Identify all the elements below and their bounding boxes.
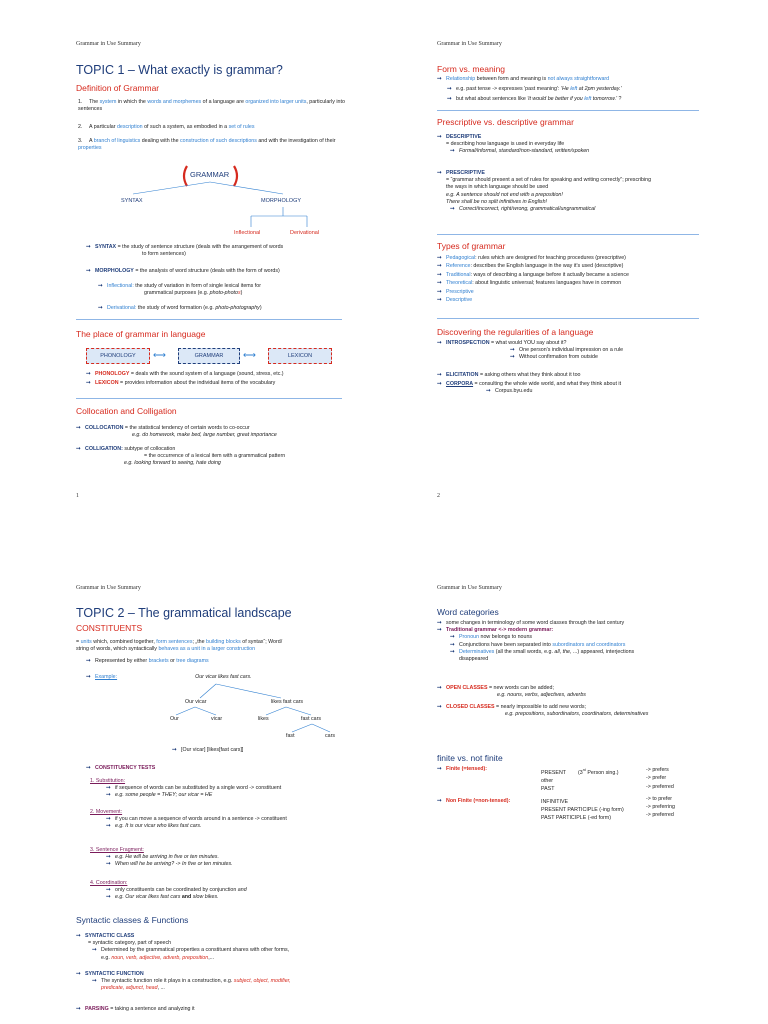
- double-arrow-icon: ⟷: [243, 350, 256, 360]
- list-item: ➞ Traditional: ways of describing a language before it actually became a science: [437, 271, 629, 278]
- tree-node: fast cars: [301, 716, 322, 722]
- prescriptive-descriptive-heading: Prescriptive vs. descriptive grammar: [437, 117, 574, 127]
- closed-classes-block: ➞ CLOSED CLASSES = nearly impossible to add new words; e.g. prepositions, subordinators, coordinators, determinatives: [437, 704, 649, 718]
- tree-node: cars: [325, 733, 336, 739]
- word-categories-block: ➞ some changes in terminology of some word classes through the last century ➞ Traditional grammar <-> modern grammar: ➞ Pronoun now belongs to nouns ➞ Conjunctions have been separated into subordinators and coordinators ➞ Determinatives (all the small words, e.g. all, the, ...) appeared, interjections disappeared: [437, 620, 635, 663]
- descriptive-block: ➞ DESCRIPTIVE = describing how language is used in everyday life ➞ Formal/informal, standard/non-standard, written/spoken: [437, 134, 590, 155]
- constituents-heading: CONSTITUENTS: [76, 623, 143, 633]
- arrow-icon: ➞: [437, 372, 442, 378]
- arrow-icon: ➞: [437, 704, 442, 710]
- parsing-line: ➞ PARSING = taking a sentence and analyzing it: [76, 1006, 195, 1012]
- arrow-icon: ➞: [76, 933, 81, 939]
- bracket-notation: ➞ [Our vicar] [likes[fast cars]]: [172, 747, 244, 753]
- result-column: -> prefers -> prefer -> preferred -> to prefer -> preferring -> preferred: [646, 767, 675, 819]
- types-of-grammar-heading: Types of grammar: [437, 241, 506, 251]
- diagram-syntax: SYNTAX: [121, 198, 143, 204]
- test-sentence-fragment: 3. Sentence Fragment: ➞ e.g. He will be arriving in five or ten minutes. ➞ When will he be arriving? -> In five or ten minutes.: [90, 847, 233, 868]
- arrow-icon: ➞: [437, 288, 442, 295]
- arrow-icon: ➞: [450, 648, 455, 655]
- arrow-icon: ➞: [437, 798, 442, 804]
- arrow-icon: ➞: [510, 354, 515, 361]
- represented-line: ➞ Represented by either brackets or tree diagrams: [86, 658, 209, 664]
- form-meaning-line-2: ➞ e.g. past tense -> expresses 'past meaning': 'He left at 2pm yesterday.': [447, 86, 622, 92]
- arrow-icon: ➞: [98, 283, 103, 289]
- arrow-icon: ➞: [450, 206, 455, 213]
- arrow-icon: ➞: [437, 170, 442, 176]
- arrow-icon: ➞: [106, 887, 111, 894]
- test-coordination: 4. Coordination: ➞ only constituents can be coordinated by conjunction and ➞ e.g. Our vicar likes fast cars and slow bikes.: [90, 880, 247, 901]
- elicitation-line: ➞ ELICITATION = asking others what they think about it too: [437, 372, 581, 378]
- arrow-icon: ➞: [76, 971, 81, 977]
- arrow-icon: ➞: [86, 371, 91, 377]
- definition-heading: Definition of Grammar: [76, 83, 160, 93]
- lexicon-box: LEXICON: [268, 348, 332, 364]
- lexicon-definition: ➞ LEXICON = provides information about the individual items of the vocabulary: [86, 380, 276, 386]
- definition-item-2: 2. A particular description of such a system, as embodied in a set of rules: [78, 124, 255, 130]
- arrow-icon: ➞: [106, 861, 111, 868]
- arrow-icon: ➞: [86, 380, 91, 386]
- list-item: ➞ Descriptive: [437, 297, 473, 304]
- form-column: PRESENT (3rd Person sing.) other PAST INFINITIVE PRESENT PARTICIPLE (-ing form) PAST PARTICIPLE (-ed form): [541, 768, 624, 822]
- arrow-icon: ➞: [450, 634, 455, 641]
- introspection-block: ➞ INTROSPECTION = what would YOU say about it? ➞ One person's individual impression on a rule ➞ Without confirmation from outside: [437, 340, 624, 361]
- word-categories-heading: Word categories: [437, 607, 499, 617]
- open-classes-block: ➞ OPEN CLASSES = new words can be added; e.g. nouns, verbs, adjectives, adverbs: [437, 685, 586, 699]
- slide-page-4: [384, 512, 768, 1024]
- arrow-icon: ➞: [86, 268, 91, 274]
- arrow-icon: ➞: [106, 854, 111, 861]
- arrow-icon: ➞: [437, 685, 442, 691]
- arrow-icon: ➞: [106, 792, 111, 799]
- page-number: 1: [76, 493, 79, 499]
- arrow-icon: ➞: [437, 280, 442, 287]
- divider: [76, 319, 342, 320]
- nonfinite-label: ➞ Non Finite (=non-tensed):: [437, 798, 511, 804]
- arrow-icon: ➞: [437, 627, 442, 634]
- discovering-heading: Discovering the regularities of a language: [437, 327, 594, 337]
- arrow-icon: ➞: [450, 641, 455, 648]
- arrow-icon: ➞: [76, 446, 81, 452]
- finite-label: ➞ Finite (=tensed):: [437, 766, 488, 772]
- arrow-icon: ➞: [437, 620, 442, 626]
- colligation-definition: ➞ COLLIGATION: subtype of collocation = the occurrence of a lexical item with a grammatical pattern e.g. looking forward to seeing, hate doing: [76, 446, 286, 467]
- double-arrow-icon: ⟷: [153, 350, 166, 360]
- example-line: ➞ Example: Our vicar likes fast cars.: [86, 674, 252, 680]
- arrow-icon: ➞: [86, 765, 91, 771]
- slide-page-3: [0, 512, 384, 1024]
- phonology-box: PHONOLOGY: [86, 348, 150, 364]
- form-meaning-heading: Form vs. meaning: [437, 64, 506, 74]
- prescriptive-block: ➞ PRESCRIPTIVE = “grammar should present a set of rules for speaking and writing correctly”; prescribing the ways in which language should be used e.g. A sentence should not end with a preposition! There shall be no split infinitives in English! ➞ Correct/incorrect, right/wrong, grammatical/ungrammatical: [437, 170, 652, 213]
- types-list: [437, 254, 737, 304]
- arrow-icon: ➞: [447, 86, 452, 92]
- tree-node: fast: [286, 733, 295, 739]
- diagram-derivational: Derivational: [290, 230, 320, 236]
- slide-page-1: [0, 0, 384, 512]
- arrow-icon: ➞: [106, 823, 111, 830]
- arrow-icon: ➞: [437, 766, 442, 772]
- collocation-heading: Collocation and Colligation: [76, 406, 177, 416]
- arrow-icon: ➞: [98, 305, 103, 311]
- syntax-definition: ➞ SYNTAX = the study of sentence structure (deals with the arrangement of words to form sentences): [86, 244, 284, 258]
- arrow-icon: ➞: [92, 978, 97, 985]
- arrow-icon: ➞: [450, 148, 455, 155]
- arrow-icon: ➞: [437, 381, 442, 387]
- arrow-icon: ➞: [86, 658, 91, 664]
- definition-item-1: 1. The system in which the words and morphemes of a language are organized into larger units, particularly into sentences: [78, 99, 345, 113]
- tree-node: likes: [258, 716, 269, 722]
- definition-item-3: 3. A branch of linguistics dealing with the construction of such descriptions and with the investigation of their properties: [78, 138, 336, 152]
- form-meaning-line-1: ➞ Relationship between form and meaning is not always straightforward: [437, 76, 610, 82]
- corpora-block: ➞ CORPORA = consulting the whole wide world, and what they think about it ➞ Corpus.byu.edu: [437, 381, 622, 395]
- arrow-icon: ➞: [172, 747, 177, 753]
- arrow-icon: ➞: [76, 425, 81, 431]
- constituency-tests-heading: ➞ CONSTITUENCY TESTS: [86, 765, 156, 771]
- page-number: 2: [437, 493, 440, 499]
- finite-heading: finite vs. not finite: [437, 753, 503, 763]
- phonology-definition: ➞ PHONOLOGY = deals with the sound system of a language (sound, stress, etc.): [86, 371, 284, 377]
- arrow-icon: ➞: [86, 674, 91, 680]
- syntactic-class-block: ➞ SYNTACTIC CLASS = syntactic category, part of speech ➞ Determined by the grammatical properties a constituent shares with other forms, e.g. noun, verb, adjective, adverb, preposition,...: [76, 933, 290, 961]
- arrow-icon: ➞: [92, 947, 97, 954]
- divider: [437, 318, 699, 319]
- derivational-definition: ➞ Derivational: the study of word formation (e.g. photo-photography): [98, 305, 262, 311]
- arrow-icon: ➞: [106, 894, 111, 901]
- page-header: Grammar in Use Summary: [437, 41, 502, 47]
- arrow-icon: ➞: [510, 347, 515, 354]
- grammar-box: GRAMMAR: [178, 348, 240, 364]
- tree-node: likes fast cars: [271, 699, 304, 705]
- page-header: Grammar in Use Summary: [76, 585, 141, 591]
- diagram-morphology: MORPHOLOGY: [261, 198, 302, 204]
- diagram-grammar: GRAMMAR: [190, 170, 230, 179]
- divider: [437, 110, 699, 111]
- arrow-icon: ➞: [437, 297, 442, 304]
- arrow-icon: ➞: [437, 340, 442, 346]
- arrow-icon: ➞: [106, 816, 111, 823]
- tree-node: Our: [170, 716, 179, 722]
- arrow-icon: ➞: [437, 271, 442, 278]
- diagram-inflectional: Inflectional: [234, 230, 261, 236]
- syntactic-function-block: ➞ SYNTACTIC FUNCTION ➞ The syntactic function role it plays in a construction, e.g. subject, object, modifier, predicate, adjunct, head, ...: [76, 971, 291, 992]
- tree-node: Our vicar: [185, 699, 207, 705]
- arrow-icon: ➞: [486, 388, 491, 395]
- slide-page-2: [384, 0, 768, 512]
- syntactic-classes-heading: Syntactic classes & Functions: [76, 915, 189, 925]
- page-header: Grammar in Use Summary: [437, 585, 502, 591]
- arrow-icon: ➞: [447, 96, 452, 102]
- topic-1-title: TOPIC 1 – What exactly is grammar?: [76, 63, 283, 77]
- test-substitution: 1. Substitution: ➞ if sequence of words can be substituted by a single word -> constituent ➞ e.g. some people = THEY; our vicar = HE: [90, 778, 282, 799]
- divider: [437, 234, 699, 235]
- collocation-definition: ➞ COLLOCATION = the statistical tendency of certain words to co-occur e.g. do homework, make bed, large number, great importance: [76, 425, 277, 439]
- tree-node: vicar: [211, 716, 223, 722]
- arrow-icon: ➞: [437, 255, 442, 261]
- constituents-definition: = units which, combined together, form sentences; „the building blocks of syntax“; Word/ string of words, which syntactically behaves as a unit in a larger construction: [76, 639, 283, 653]
- arrow-icon: ➞: [76, 1006, 81, 1012]
- morphology-definition: ➞ MORPHOLOGY = the analysis of word structure (deals with the form of words): [86, 268, 280, 274]
- arrow-icon: ➞: [437, 263, 442, 270]
- page-header: Grammar in Use Summary: [76, 41, 141, 47]
- list-item: ➞ Reference: describes the English language in the way it's used (descriptive): [437, 263, 624, 270]
- list-item: ➞ Prescriptive: [437, 288, 474, 295]
- divider: [76, 398, 342, 399]
- form-meaning-line-3: ➞ but what about sentences like 'it would be better if you left tomorrow.' ?: [447, 96, 622, 102]
- topic-2-title: TOPIC 2 – The grammatical landscape: [76, 606, 292, 620]
- arrow-icon: ➞: [437, 76, 442, 82]
- arrow-icon: ➞: [437, 134, 442, 140]
- place-of-grammar-heading: The place of grammar in language: [76, 329, 206, 339]
- list-item: ➞ Pedagogical: rules which are designed for teaching procedures (prescriptive): [437, 255, 626, 261]
- test-movement: 2. Movement: ➞ if you can move a sequence of words around in a sentence -> constituent ➞ e.g. It is our vicar who likes fast cars.: [90, 809, 287, 830]
- list-item: ➞ Theoretical: about linguistic universal; features languages have in common: [437, 280, 622, 287]
- arrow-icon: ➞: [86, 244, 91, 250]
- arrow-icon: ➞: [106, 785, 111, 792]
- inflectional-definition: ➞ Inflectional: the study of variation in form of single lexical items for grammatical purposes (e.g. photo-photos): [98, 283, 261, 297]
